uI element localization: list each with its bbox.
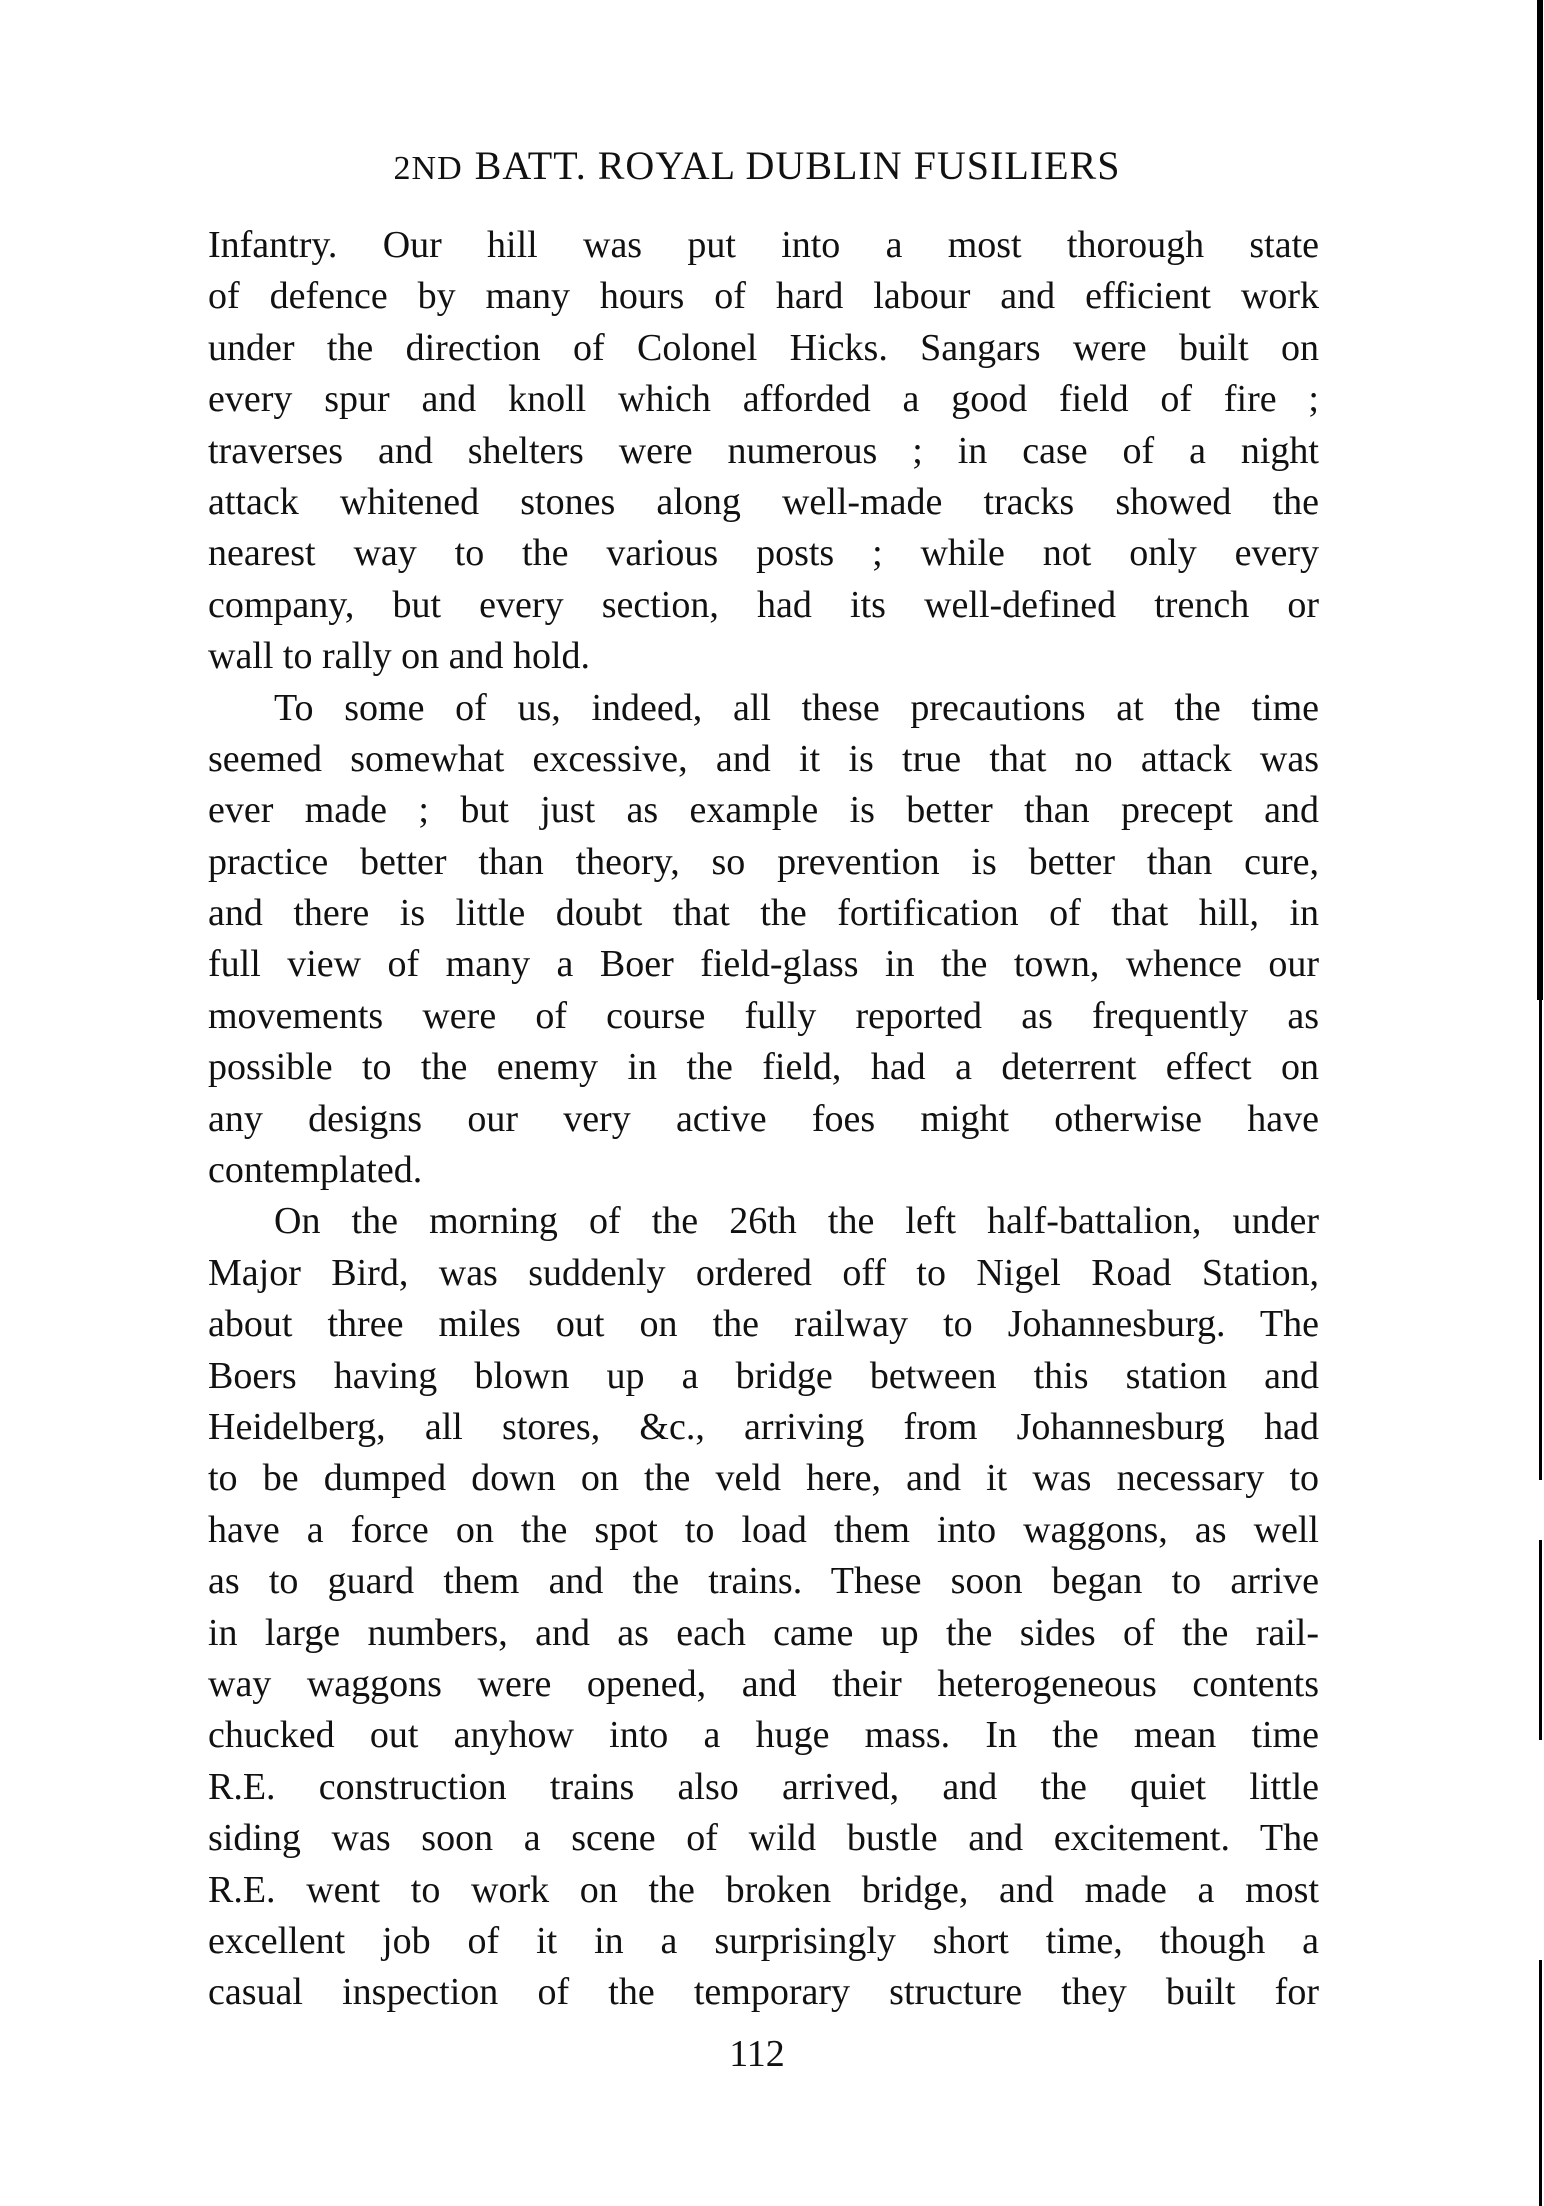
text-line: of defence by many hours of hard labour and efficient work [208,275,1319,318]
text-line: excellent job of it in a surprisingly short time, though a [208,1919,1319,1962]
running-header-ordinal: 2ND [393,150,463,187]
text-line: possible to the enemy in the field, had a deterrent effect on [208,1046,1319,1089]
text-line: as to guard them and the trains. These soon began to arrive [208,1560,1319,1603]
text-line: full view of many a Boer field-glass in the town, whence our [208,943,1319,986]
text-line: Boers having blown up a bridge between this station and [208,1354,1319,1397]
page-body-text [208,220,1319,2019]
text-line: to be dumped down on the veld here, and it was necessary to [208,1457,1319,1500]
running-header [0,140,1514,195]
running-header-title: BATT. ROYAL DUBLIN FUSILIERS [474,143,1121,188]
text-line: Infantry. Our hill was put into a most thorough state [208,224,1319,266]
text-line: have a force on the spot to load them into waggons, as well [208,1508,1319,1551]
text-line: R.E. construction trains also arrived, and the quiet little [208,1765,1319,1808]
scan-edge-line [1537,0,1543,1000]
text-line: contemplated. [208,1149,423,1192]
text-line: movements were of course fully reported as frequently as [208,994,1319,1037]
text-line: casual inspection of the temporary structure they built for [208,1971,1319,2014]
scan-edge-line [1539,1000,1542,1480]
text-line: attack whitened stones along well-made tracks showed the [208,480,1319,523]
text-line: and there is little doubt that the fortification of that hill, in [208,892,1319,935]
text-line: ever made ; but just as example is better than precept and [208,789,1319,832]
text-line: under the direction of Colonel Hicks. Sangars were built on [208,326,1319,369]
text-line: siding was soon a scene of wild bustle and excitement. The [208,1817,1319,1860]
text-line: chucked out anyhow into a huge mass. In the mean time [208,1714,1319,1757]
paragraph [208,683,1319,1197]
text-line: On the morning of the 26th the left half-battalion, under [274,1200,1319,1243]
text-line: seemed somewhat excessive, and it is true that no attack was [208,737,1319,780]
scan-edge-line [1539,1960,1542,2206]
text-line: company, but every section, had its well-defined trench or [208,583,1319,626]
text-line: R.E. went to work on the broken bridge, and made a most [208,1868,1319,1911]
text-line: To some of us, indeed, all these precautions at the time [274,686,1319,729]
text-line: Heidelberg, all stores, &c., arriving from Johannesburg had [208,1405,1319,1448]
text-line: practice better than theory, so prevention is better than cure, [208,840,1319,883]
text-line: about three miles out on the railway to Johannesburg. The [208,1303,1319,1346]
text-line: every spur and knoll which afforded a good field of fire ; [208,378,1319,421]
page-number: 112 [729,2033,785,2075]
paragraph [208,220,1319,683]
scan-edge-line [1539,1540,1542,1740]
text-line: in large numbers, and as each came up the sides of the rail- [208,1611,1319,1654]
text-line: any designs our very active foes might otherwise have [208,1097,1319,1140]
paragraph [208,1196,1319,2018]
text-line: traverses and shelters were numerous ; in case of a night [208,429,1319,472]
text-line: wall to rally on and hold. [208,635,591,678]
text-line: Major Bird, was suddenly ordered off to Nigel Road Station, [208,1251,1319,1294]
text-line: nearest way to the various posts ; while not only every [208,532,1319,575]
text-line: way waggons were opened, and their heterogeneous contents [208,1662,1319,1705]
